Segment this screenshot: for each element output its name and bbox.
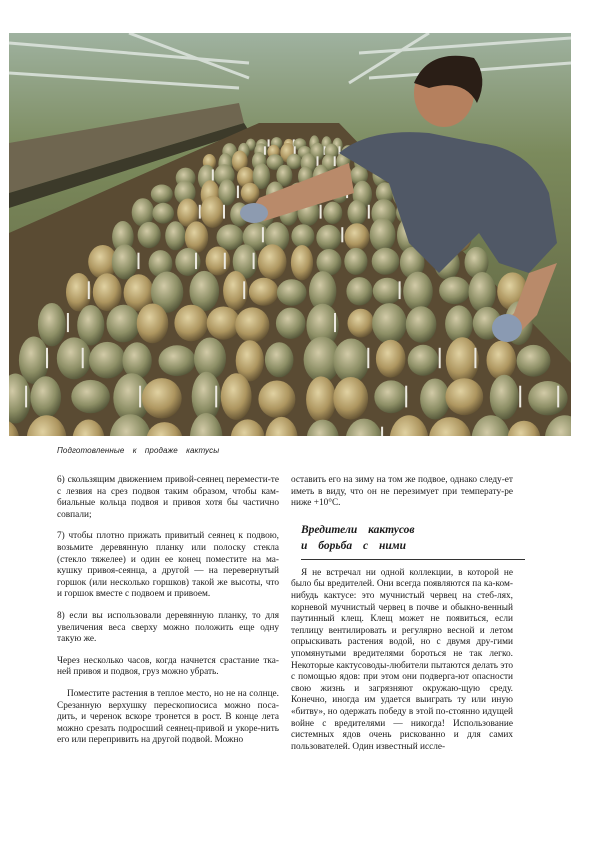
plant-label-tag	[253, 253, 255, 269]
cactus	[406, 306, 437, 342]
plant-label-tag	[367, 348, 369, 368]
plant-label-tag	[474, 348, 476, 368]
cactus	[373, 278, 402, 305]
plant-label-tag	[341, 227, 343, 242]
cactus	[316, 225, 341, 251]
cactus	[348, 200, 367, 225]
cactus	[57, 337, 91, 379]
cactus	[372, 303, 407, 344]
plant-label-tag	[294, 146, 296, 155]
cactus	[469, 272, 496, 312]
plant-label-tag	[139, 386, 141, 408]
cactus	[517, 345, 551, 377]
cactus	[291, 245, 313, 280]
heading-line-2: и борьба с ними	[301, 539, 407, 552]
figure-caption: Подготовленные к продаже кактусы	[57, 446, 220, 455]
cactus	[138, 222, 161, 248]
cactus	[348, 309, 375, 338]
cactus	[445, 378, 483, 415]
cactus	[241, 183, 260, 203]
plant-label-tag	[368, 205, 370, 219]
plant-label-tag	[46, 348, 48, 368]
cactus	[165, 221, 185, 250]
section-heading-pests	[301, 522, 513, 554]
cactus	[93, 273, 122, 311]
cactus	[346, 277, 372, 305]
cactus	[408, 345, 439, 376]
paragraph-step-6: 6) скользящим движением привой-сеянец перемести-те с лезвия на срез подвоя таким образом, чтобы кам-биальные кольца подвоя и привоя хотя бы частично совпали;	[57, 475, 279, 520]
plant-label-tag	[215, 386, 217, 408]
plant-label-tag	[224, 253, 226, 269]
cactus	[374, 380, 408, 413]
plant-label-tag	[138, 253, 140, 269]
cactus	[333, 339, 369, 384]
cactus	[71, 380, 110, 413]
cactus	[265, 342, 294, 377]
cactus	[277, 279, 307, 306]
cactus	[221, 373, 252, 420]
cactus	[370, 218, 396, 252]
cactus	[403, 272, 433, 312]
cactus	[206, 247, 231, 276]
plant-label-tag	[334, 313, 336, 332]
cactus	[276, 308, 306, 339]
cactus	[291, 224, 314, 248]
paragraph-step-8: 8) если вы использовали деревянную планку, то для увеличения веса сверху можно положить еще одну такую же.	[57, 610, 279, 645]
cactus	[174, 305, 208, 342]
cactus	[89, 342, 126, 379]
cactus	[446, 337, 479, 383]
cactus	[344, 248, 367, 275]
paragraph-warm-place: Поместите растения в теплое место, но не на солнце. Срезанную верхушку перескопиосиса можно поса-дить, и черенок вскоре тронется в рост. В конце лета можно срезать подросший сеянец-привой и укоре-нить его или перепривить на другой подвой. Можно	[57, 688, 279, 746]
plant-label-tag	[519, 386, 521, 408]
plant-label-tag	[243, 281, 245, 299]
cactus	[258, 244, 287, 279]
plant-label-tag	[405, 386, 407, 408]
cactus	[142, 378, 182, 418]
cactus	[217, 224, 244, 250]
plant-label-tag	[195, 253, 197, 269]
plant-label-tag	[268, 139, 270, 146]
cactus	[235, 307, 269, 342]
paragraph-winter: оставить его на зиму на том же подвое, однако следу-ет иметь в виду, что он не перезимует при температу-ре ниже +10°С.	[291, 475, 513, 509]
cactus	[152, 203, 174, 224]
cactus	[420, 379, 450, 420]
plant-label-tag	[223, 205, 225, 219]
greenhouse-cactus-photo	[9, 33, 571, 436]
plant-label-tag	[88, 281, 90, 299]
heading-line-1: Вредители кактусов	[301, 523, 415, 536]
cactus	[249, 278, 279, 306]
heading-rule	[301, 559, 525, 560]
cactus	[323, 202, 342, 224]
right-text-column	[291, 475, 513, 763]
plant-label-tag	[334, 156, 336, 166]
cactus	[487, 341, 517, 380]
cactus	[528, 381, 567, 415]
plant-label-tag	[82, 348, 84, 368]
plant-label-tag	[439, 348, 441, 368]
cactus	[201, 196, 225, 228]
paragraph-pests: Я не встречал ни одной коллекции, в которой не было бы вредителей. Они всегда появляются па ка-ком-нибудь кактусе: это мучнистый червец на стеб-лях, корневой мучнистый червец в почве и обыкно-венный паутинный клещ. Клещ может не появиться, если теплицу вентилировать и регулярно весной и летом опрыскивать растения водой, но с двумя дру-гими упомянутыми вредителями бороться не так легко. Некоторые кактусоводы-любители пытаются делать это с помощью ядов: при этом они подверга-ют опасности свою жизнь и загрязняют окружаю-щую среду. Конечно, иногда им удается выиграть ту или иную «битву», но одержать победу в этой по-стоянно идущей войне с вредителями — никогда! Использование системных ядов очень рискованно и для самих пользователей. Один известный иссле-	[291, 567, 513, 752]
plant-label-tag	[199, 205, 201, 219]
plant-label-tag	[264, 146, 266, 155]
plant-label-tag	[399, 281, 401, 299]
paragraph-step-7: 7) чтобы плотно прижать привитый сеянец к подвою, возьмите деревянную планку или полоску стекла (стекло тяжелее) и один ее конец поместите на ма-кушку привоя-сеянца, а другой — на перевернутый горшок (или несколько горшков) такой же высоты, что и горшок вместе с подвоем и привоем.	[57, 531, 279, 600]
plant-label-tag	[212, 169, 214, 180]
cactus	[122, 342, 151, 379]
plant-label-tag	[557, 386, 559, 408]
cactus	[151, 185, 173, 204]
cactus	[107, 305, 141, 343]
plant-label-tag	[381, 427, 383, 436]
cactus	[306, 376, 336, 422]
cactus	[31, 376, 62, 418]
left-text-column	[57, 475, 279, 757]
plant-label-tag	[317, 156, 319, 166]
plant-label-tag	[67, 313, 69, 332]
cactus	[372, 248, 400, 275]
cactus	[207, 307, 240, 340]
cactus	[333, 377, 368, 420]
cactus	[439, 277, 470, 305]
cactus	[345, 223, 370, 251]
cactus	[112, 244, 138, 279]
cactus	[159, 345, 196, 376]
cactus	[38, 303, 66, 346]
paragraph-remove-weight: Через несколько часов, когда начнется срастание тка-ней привоя и подвоя, груз можно убрать.	[57, 655, 279, 678]
cactus	[490, 375, 519, 420]
cactus	[445, 305, 473, 342]
plant-label-tag	[25, 386, 27, 408]
plant-label-tag	[237, 186, 239, 199]
plant-label-tag	[320, 205, 322, 219]
cactus	[137, 304, 169, 344]
plant-label-tag	[262, 227, 264, 242]
cactus	[258, 381, 295, 418]
cactus	[376, 340, 406, 378]
